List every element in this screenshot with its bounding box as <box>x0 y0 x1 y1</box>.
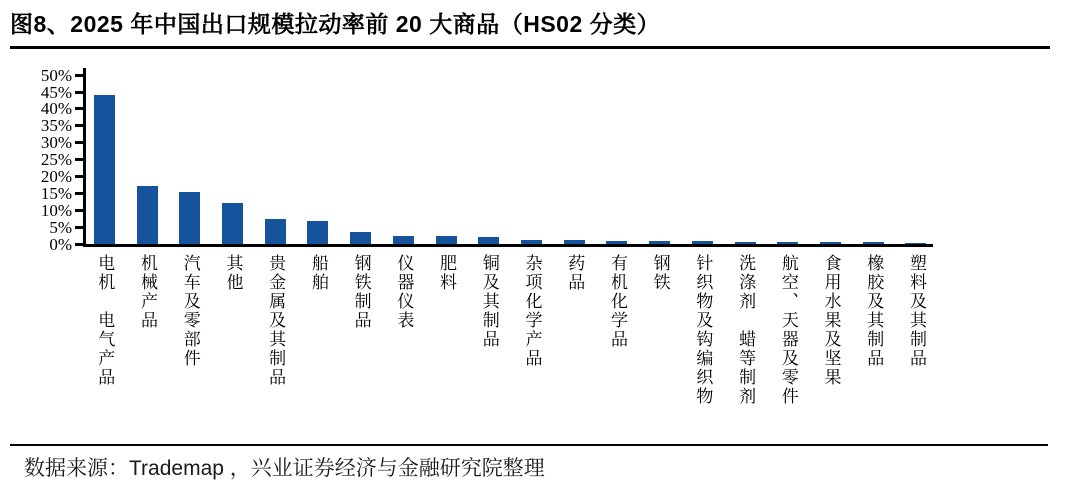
y-tick-label: 35% <box>40 116 72 136</box>
x-category-label: 钢铁制品 <box>351 254 371 330</box>
y-tick-label: 30% <box>40 133 72 153</box>
y-tick-label: 25% <box>40 150 72 170</box>
y-tick-label: 10% <box>40 200 72 220</box>
bar <box>521 240 542 244</box>
bar <box>606 241 627 244</box>
x-category-label: 船舶 <box>308 254 328 292</box>
x-category-label: 钢铁 <box>650 254 670 292</box>
x-category-label: 机械产品 <box>138 254 158 330</box>
x-category-label: 肥料 <box>437 254 457 292</box>
x-category-label: 有机化学品 <box>607 254 627 349</box>
y-axis-tick <box>75 209 84 212</box>
y-tick-label: 40% <box>40 99 72 119</box>
x-category-label: 塑料及其制品 <box>906 254 926 368</box>
bar <box>265 219 286 244</box>
y-axis-tick <box>75 192 84 195</box>
y-axis-tick <box>75 91 84 94</box>
x-category-label: 洗涤剂 蜡等制剂 <box>736 254 756 406</box>
bar <box>820 242 841 244</box>
bar <box>307 221 328 244</box>
x-category-label: 橡胶及其制品 <box>864 254 884 368</box>
x-category-label: 杂项化学产品 <box>522 254 542 368</box>
bar <box>692 241 713 244</box>
bar <box>777 242 798 244</box>
y-axis-tick <box>75 141 84 144</box>
x-category-label: 汽车及零部件 <box>180 254 200 368</box>
y-tick-label: 20% <box>40 166 72 186</box>
x-category-label: 食用水果及坚果 <box>821 254 841 387</box>
x-category-label: 针织物及钩编织物 <box>693 254 713 406</box>
bar <box>436 236 457 244</box>
bar <box>393 236 414 244</box>
bar <box>735 242 756 244</box>
y-axis-tick <box>75 124 84 127</box>
y-axis-tick <box>75 158 84 161</box>
y-tick-label: 15% <box>40 183 72 203</box>
x-category-label: 航空、天器及零件 <box>778 254 798 406</box>
x-category-label: 仪器仪表 <box>394 254 414 330</box>
y-axis-tick <box>75 74 84 77</box>
y-tick-label: 0% <box>49 234 72 254</box>
bar <box>649 241 670 244</box>
bar <box>905 243 926 244</box>
y-tick-label: 45% <box>40 82 72 102</box>
bar <box>350 232 371 244</box>
y-axis-tick <box>75 175 84 178</box>
bar <box>137 186 158 244</box>
x-category-label: 电机 电气产品 <box>95 254 115 387</box>
data-source: 数据来源：Trademap ，兴业证券经济与金融研究院整理 <box>24 457 545 480</box>
bar <box>564 240 585 244</box>
figure-title: 图8、2025 年中国出口规模拉动率前 20 大商品（HS02 分类） <box>10 11 661 37</box>
bar <box>94 95 115 244</box>
y-axis-tick <box>75 226 84 229</box>
footer-divider <box>10 444 1048 446</box>
y-axis-tick <box>75 243 84 246</box>
bar <box>863 242 884 244</box>
y-axis-tick <box>75 107 84 110</box>
x-category-label: 药品 <box>565 254 585 292</box>
x-category-label: 贵金属及其制品 <box>266 254 286 387</box>
bar <box>179 192 200 244</box>
x-category-label: 其他 <box>223 254 243 292</box>
x-category-label: 铜及其制品 <box>479 254 499 349</box>
x-axis-line <box>83 244 933 247</box>
bar <box>478 237 499 244</box>
y-tick-label: 50% <box>40 65 72 85</box>
y-tick-label: 5% <box>49 217 72 237</box>
bar <box>222 203 243 244</box>
